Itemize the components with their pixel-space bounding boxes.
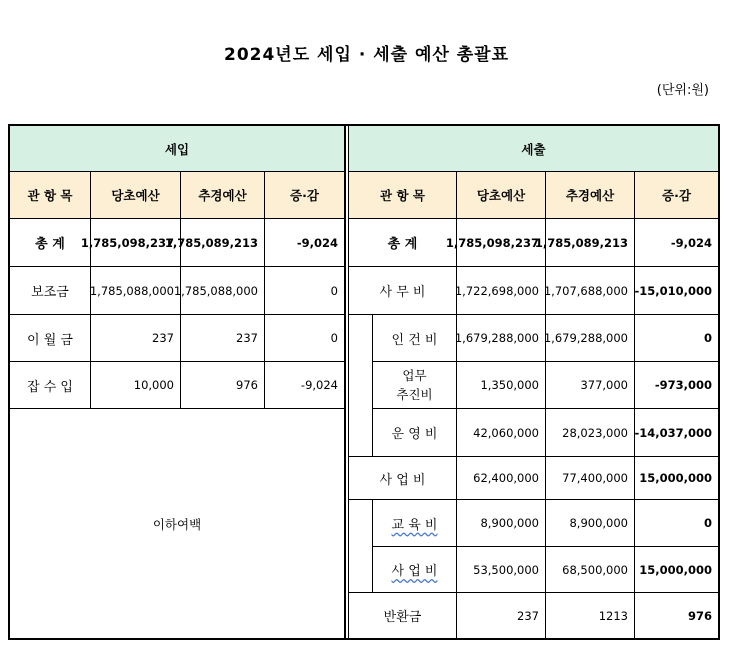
office-item-original: 1,350,000 (457, 362, 546, 409)
page-title: 2024년도 세입 · 세출 예산 총괄표 (223, 45, 509, 65)
project-item-name (373, 500, 457, 547)
revenue-row-revised: 237 (181, 315, 265, 362)
expenditure-col-revised: 추경예산 (546, 172, 635, 219)
office-revised: 1,707,688,000 (546, 267, 635, 315)
refund-change: 976 (687, 608, 712, 623)
project-original: 62,400,000 (457, 457, 546, 500)
revenue-row-revised: 1,785,088,000 (181, 267, 265, 315)
revenue-row-name: 잡 수 입 (10, 362, 91, 409)
project-item-label: 사 업 비 (391, 564, 438, 579)
refund-name: 반환금 (349, 593, 457, 638)
revenue-row-change: -9,024 (265, 219, 345, 267)
blank-note: 이하여백 (10, 409, 345, 638)
budget-table (8, 124, 720, 640)
expenditure-total-name: 총 계 (349, 219, 457, 267)
expenditure-total-revised: 1,785,089,213 (546, 219, 635, 267)
revenue-row-original: 1,785,088,000 (91, 267, 181, 315)
unit-label: (단위:원) (656, 83, 709, 98)
revenue-section-header: 세입 (10, 126, 345, 172)
expenditure-col-item: 관 항 목 (349, 172, 457, 219)
office-item-revised: 1,679,288,000 (546, 315, 635, 362)
office-item-change: 0 (635, 315, 718, 362)
revenue-col-revised: 추경예산 (181, 172, 265, 219)
revenue-row-name: 총 계 (10, 219, 91, 267)
revenue-col-change: 증·감 (265, 172, 345, 219)
revenue-row-original: 1,785,098,237 (91, 219, 181, 267)
revenue-col-original: 당초예산 (91, 172, 181, 219)
expenditure-col-change: 증·감 (635, 172, 718, 219)
revenue-row-name: 이 월 금 (10, 315, 91, 362)
office-item-name-line1: 업무 (402, 368, 427, 383)
office-item-revised: 28,023,000 (546, 409, 635, 457)
project-item-revised: 68,500,000 (546, 547, 635, 593)
project-change: 15,000,000 (635, 457, 718, 500)
project-revised: 77,400,000 (546, 457, 635, 500)
revenue-row-revised: 976 (181, 362, 265, 409)
project-item-revised: 8,900,000 (546, 500, 635, 547)
project-item-name (373, 547, 457, 593)
project-item-original: 53,500,000 (457, 547, 546, 593)
office-item-name: 인 건 비 (373, 315, 457, 362)
office-item-original: 1,679,288,000 (457, 315, 546, 362)
refund-original: 237 (457, 593, 546, 638)
revenue-row-change: 0 (265, 315, 345, 362)
revenue-row-original: 10,000 (91, 362, 181, 409)
revenue-row-revised: 1,785,089,213 (181, 219, 265, 267)
office-change: -15,010,000 (635, 267, 718, 315)
project-item-change: 15,000,000 (635, 547, 718, 593)
project-item-original: 8,900,000 (457, 500, 546, 547)
indent-spacer (349, 500, 373, 593)
revenue-col-item: 관 항 목 (10, 172, 91, 219)
expenditure-col-original: 당초예산 (457, 172, 546, 219)
refund-revised: 1213 (546, 593, 635, 638)
office-item-change: -14,037,000 (635, 409, 718, 457)
revenue-row-name: 보조금 (10, 267, 91, 315)
revenue-row-change: 0 (265, 267, 345, 315)
office-item-revised: 377,000 (546, 362, 635, 409)
office-name: 사 무 비 (349, 267, 457, 315)
revenue-row-change: -9,024 (265, 362, 345, 409)
office-item-name (373, 362, 457, 409)
office-original: 1,722,698,000 (457, 267, 546, 315)
office-item-name-line2: 추진비 (396, 387, 433, 402)
project-item-change: 0 (635, 500, 718, 547)
expenditure-section-header: 세출 (349, 126, 718, 172)
office-item-change: -973,000 (635, 362, 718, 409)
expenditure-total-change: -9,024 (635, 219, 718, 267)
project-name: 사 업 비 (349, 457, 457, 500)
project-item-label: 교 육 비 (391, 517, 438, 533)
expenditure-total-original: 1,785,098,237 (457, 219, 546, 267)
revenue-row-original: 237 (91, 315, 181, 362)
office-item-original: 42,060,000 (457, 409, 546, 457)
office-item-name: 운 영 비 (373, 409, 457, 457)
indent-spacer (349, 315, 373, 457)
